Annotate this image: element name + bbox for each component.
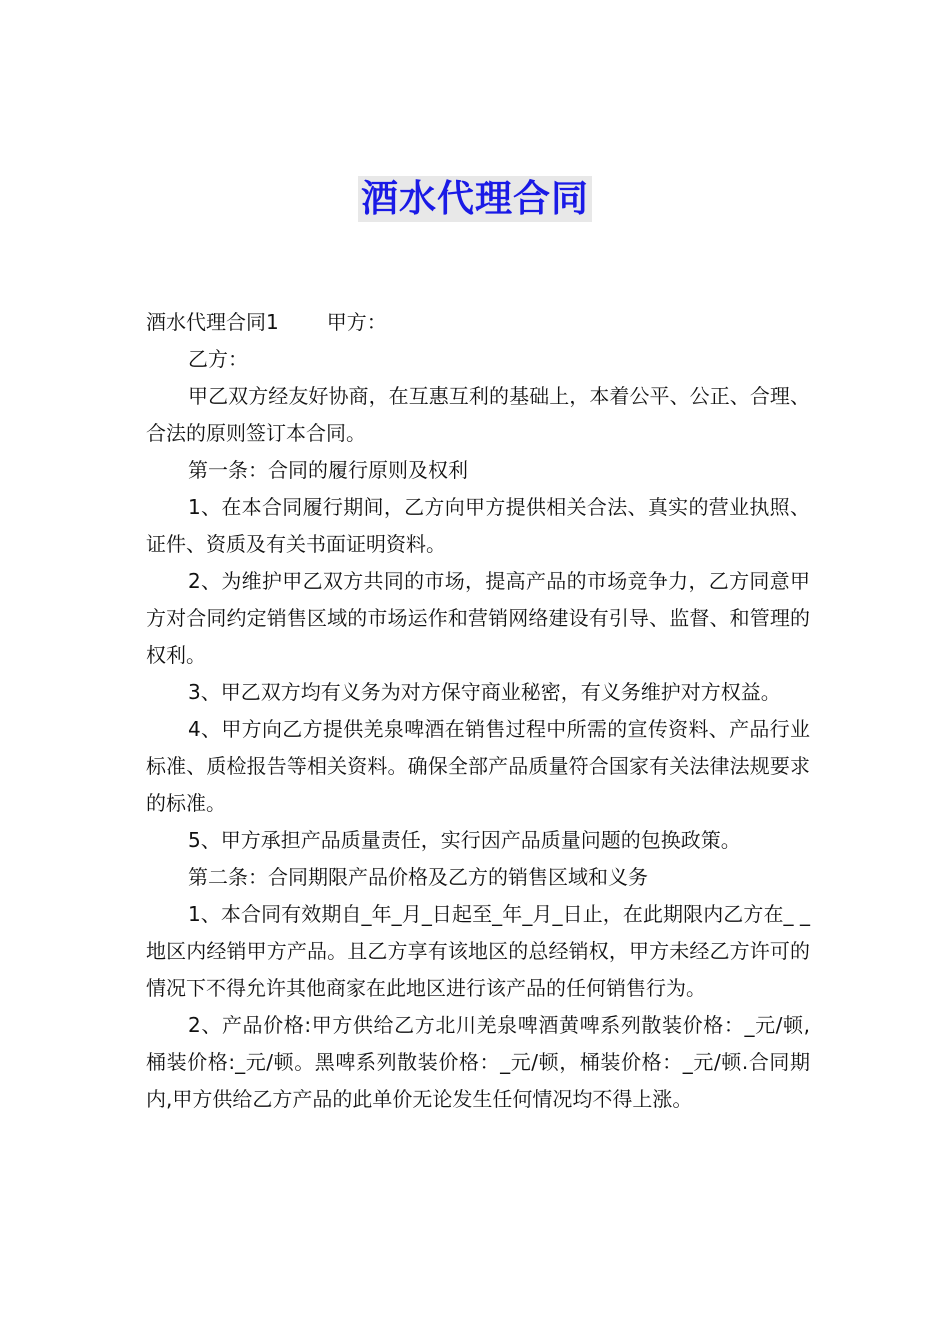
document-title: 酒水代理合同 (358, 176, 592, 222)
party-a-label: 甲方： (326, 310, 387, 334)
article-1-clause-2: 2、为维护甲乙双方共同的市场，提高产品的市场竞争力，乙方同意甲方对合同约定销售区域的市场运作和营销网络建设有引导、监督、和管理的权利。 (146, 569, 810, 667)
title-container (0, 176, 950, 222)
article-2-clause-2: 2、产品价格:甲方供给乙方北川羌泉啤酒黄啤系列散装价格：_元/顿,桶装价格:_元/顿。黑啤系列散装价格：_元/顿，桶装价格：_元/顿.合同期内,甲方供给乙方产品的此单价无论发生任何情况均不得上涨。 (146, 1013, 810, 1111)
intro-line (146, 304, 810, 341)
article-1-clause-3: 3、甲乙双方均有义务为对方保守商业秘密，有义务维护对方权益。 (188, 680, 781, 704)
doc-label: 酒水代理合同1 (146, 310, 279, 334)
paragraph-preamble: 甲乙双方经友好协商，在互惠互利的基础上，本着公平、公正、合理、合法的原则签订本合同。 (146, 384, 810, 445)
document-body (146, 304, 810, 1118)
article-1-clause-1: 1、在本合同履行期间，乙方向甲方提供相关合法、真实的营业执照、证件、资质及有关书面证明资料。 (146, 495, 810, 556)
article-1-clause-5: 5、甲方承担产品质量责任，实行因产品质量问题的包换政策。 (188, 828, 741, 852)
article-2-clause-1: 1、本合同有效期自_年_月_日起至_年_月_日止，在此期限内乙方在_ _地区内经销甲方产品。且乙方享有该地区的总经销权，甲方未经乙方许可的情况下不得允许其他商家在此地区进行该产品的任何销售行为。 (146, 902, 810, 1000)
article-2-heading: 第二条：合同期限产品价格及乙方的销售区域和义务 (188, 865, 648, 889)
article-1-heading: 第一条：合同的履行原则及权利 (188, 458, 468, 482)
paragraph-party-b: 乙方： (188, 347, 248, 371)
article-1-clause-4: 4、甲方向乙方提供羌泉啤酒在销售过程中所需的宣传资料、产品行业标准、质检报告等相关资料。确保全部产品质量符合国家有关法律法规要求的标准。 (146, 717, 810, 815)
